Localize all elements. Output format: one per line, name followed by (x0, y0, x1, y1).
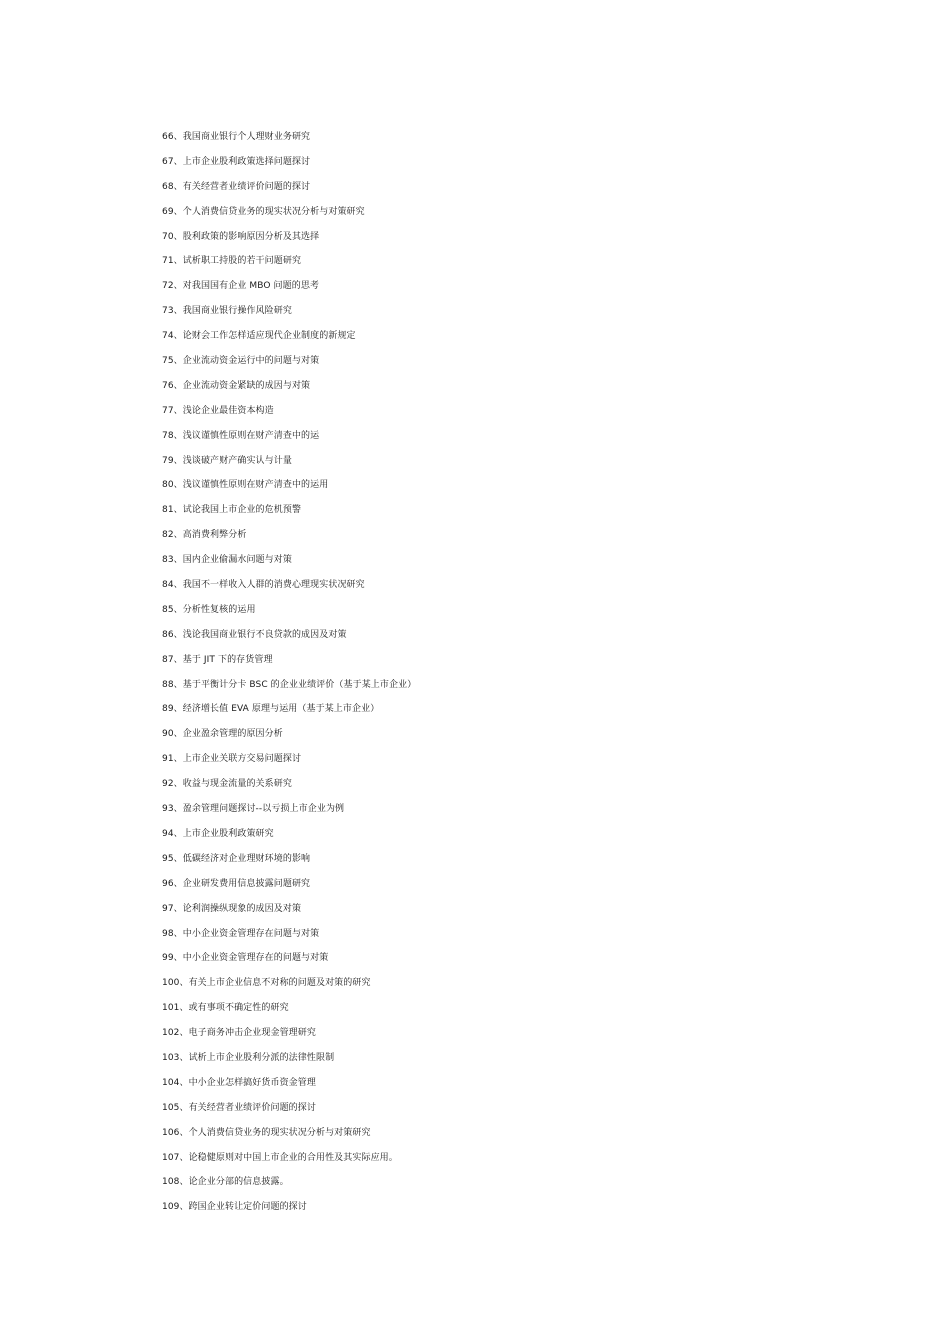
topic-item: 97、论利润操纵现象的成因及对策 (162, 903, 302, 914)
topic-item: 74、论财会工作怎样适应现代企业制度的新规定 (162, 331, 356, 342)
topic-item: 69、个人消费信贷业务的现实状况分析与对策研究 (162, 206, 365, 217)
topic-item: 79、浅谈破产财产确实认与计量 (162, 455, 292, 466)
topic-item: 76、企业流动资金紧缺的成因与对策 (162, 380, 311, 391)
topic-item: 72、对我国国有企业 MBO 问题的思考 (162, 281, 320, 292)
topic-item: 103、试析上市企业股利分派的法律性限制 (162, 1052, 335, 1063)
topic-item: 84、我国不一样收入人群的消费心理现实状况研究 (162, 580, 365, 591)
topic-item: 71、试析职工持股的若干问题研究 (162, 256, 302, 267)
topic-item: 77、浅论企业最佳资本构造 (162, 405, 274, 416)
topic-item: 94、上市企业股利政策研究 (162, 828, 274, 839)
topic-item: 78、浅议谨慎性原则在财产清查中的运 (162, 430, 320, 441)
topic-list (162, 128, 416, 1223)
topic-item: 106、个人消费信贷业务的现实状况分析与对策研究 (162, 1127, 371, 1138)
topic-item: 101、或有事项不确定性的研究 (162, 1003, 289, 1014)
topic-item: 100、有关上市企业信息不对称的问题及对策的研究 (162, 978, 371, 989)
topic-item: 91、上市企业关联方交易问题探讨 (162, 754, 302, 765)
topic-item: 86、浅论我国商业银行不良贷款的成因及对策 (162, 629, 347, 640)
topic-item: 75、企业流动资金运行中的问题与对策 (162, 356, 320, 367)
topic-item: 83、国内企业偷漏水问题与对策 (162, 555, 292, 566)
topic-item: 85、分析性复核的运用 (162, 604, 256, 615)
topic-item: 99、中小企业资金管理存在的问题与对策 (162, 953, 329, 964)
topic-item: 89、经济增长值 EVA 原理与运用（基于某上市企业） (162, 704, 380, 715)
topic-item: 96、企业研发费用信息披露问题研究 (162, 878, 311, 889)
topic-item: 107、论稳健原则对中国上市企业的合用性及其实际应用。 (162, 1152, 398, 1163)
topic-item: 93、盈余管理问题探讨--以亏损上市企业为例 (162, 804, 345, 815)
topic-item: 104、中小企业怎样搞好货币资金管理 (162, 1077, 316, 1088)
topic-item: 80、浅议谨慎性原则在财产清查中的运用 (162, 480, 329, 491)
topic-item: 88、基于平衡计分卡 BSC 的企业业绩评价（基于某上市企业） (162, 679, 417, 690)
topic-item: 109、跨国企业转让定价问题的探讨 (162, 1202, 307, 1213)
topic-item: 102、电子商务冲击企业现金管理研究 (162, 1028, 316, 1039)
topic-item: 70、股利政策的影响原因分析及其选择 (162, 231, 320, 242)
topic-item: 98、中小企业资金管理存在问题与对策 (162, 928, 320, 939)
topic-item: 105、有关经营者业绩评价问题的探讨 (162, 1102, 316, 1113)
topic-item: 90、企业盈余管理的原因分析 (162, 729, 283, 740)
topic-item: 87、基于 JIT 下的存货管理 (162, 654, 273, 665)
topic-item: 66、我国商业银行个人理财业务研究 (162, 132, 311, 142)
topic-item: 68、有关经营者业绩评价问题的探讨 (162, 181, 311, 192)
topic-item: 81、试论我国上市企业的危机预警 (162, 505, 302, 516)
topic-item: 95、低碳经济对企业理财环境的影响 (162, 853, 311, 864)
topic-item: 108、论企业分部的信息披露。 (162, 1177, 289, 1188)
topic-item: 92、收益与现金流量的关系研究 (162, 779, 292, 790)
topic-item: 67、上市企业股利政策选择问题探讨 (162, 156, 311, 167)
topic-item: 82、高消费利弊分析 (162, 530, 247, 541)
topic-item: 73、我国商业银行操作风险研究 (162, 306, 292, 317)
